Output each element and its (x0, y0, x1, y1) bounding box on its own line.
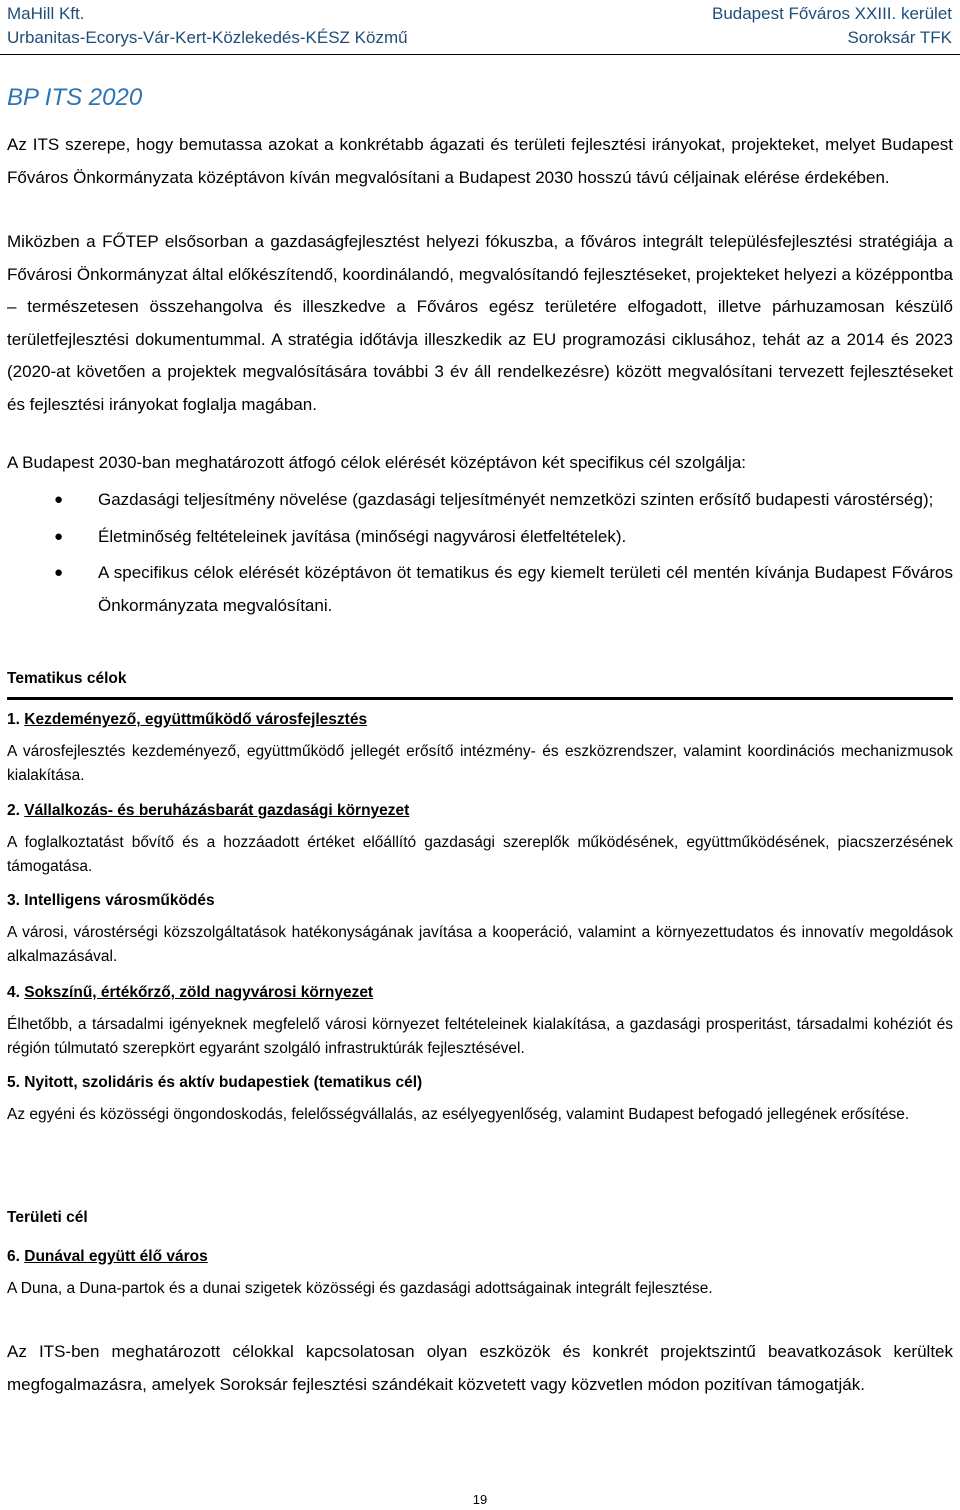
goal-6-text: A Duna, a Duna-partok és a dunai szigetek közösségi és gazdasági adottságainak integrált fejlesztése. (7, 1280, 713, 1297)
header-partners: Urbanitas-Ecorys-Vár-Kert-Közlekedés-KÉSZ Közmű (7, 28, 408, 47)
list-item: ● Gazdasági teljesítmény növelése (gazdasági teljesítményét nemzetközi szinten erősítő budapesti várostérség); (0, 484, 953, 517)
bullet-icon: ● (54, 527, 64, 545)
intro-paragraph-1: Az ITS szerepe, hogy bemutassa azokat a konkrétabb ágazati és területi fejlesztési irányokat, projekteket, melyet Budapest Főváros Önkormányzata középtávon kíván megvalósítani a Budapest 2030 hosszú távú céljainak elérése érdekében. (7, 135, 953, 187)
goal-1-title: 1. Kezdeményező, együttműködő városfejlesztés (7, 711, 368, 728)
list-item: ● A specifikus célok elérését középtávon öt tematikus és egy kiemelt területi cél mentén kívánja Budapest Főváros Önkormányzata megvalósítani. (0, 557, 953, 622)
page-header (0, 0, 960, 55)
goal-1-text: A városfejlesztés kezdeményező, együttműködő jellegét erősítő intézmény- és eszközrendszer, valamint koordinációs mechanizmusok kialakítása. (7, 743, 953, 784)
goal-2-title: 2. Vállalkozás- és beruházásbarát gazdasági környezet (7, 802, 410, 819)
goal-3-text: A városi, várostérségi közszolgáltatások hatékonyságának javítása a kooperáció, valamint a környezettudatos és innovatív megoldások alkalmazásával. (7, 924, 953, 965)
goal-6-title: 6. Dunával együtt élő város (7, 1248, 208, 1265)
bullet-icon: ● (54, 491, 64, 508)
goal-4-title: 4. Sokszínű, értékőrző, zöld nagyvárosi környezet (7, 984, 374, 1001)
bullet-icon: ● (54, 564, 64, 581)
goal-5-text: Az egyéni és közösségi öngondoskodás, felelősségvállalás, az esélyegyenlőség, valamint Budapest befogadó jellegének erősítése. (7, 1106, 910, 1123)
goal-5-title: 5. Nyitott, szolidáris és aktív budapestiek (tematikus cél) (7, 1074, 423, 1091)
goal-4-text: Élhetőbb, a társadalmi igényeknek megfelelő városi környezet feltételeinek kialakítása, a gazdasági prosperitást, társadalmi kohéziót és régión túlmutató szerepkört egyaránt szolgáló infrastruktúrák fejlesztésével. (7, 1016, 953, 1057)
list-item: ● Életminőség feltételeinek javítása (minőségi nagyvárosi életfeltételek). (0, 521, 953, 554)
header-company: MaHill Kft. (7, 4, 85, 23)
thematic-heading: Tematikus célok (7, 670, 127, 687)
section-title: BP ITS 2020 (7, 84, 143, 111)
header-town: Soroksár TFK (847, 28, 952, 47)
closing-paragraph: Az ITS-ben meghatározott célokkal kapcsolatosan olyan eszközök és konkrét projektszintű beavatkozások kerültek megfogalmazásra, amelyek Soroksár fejlesztési szándékait közvetett vagy közvetlen módon pozitívan támogatják. (7, 1342, 953, 1394)
intro-paragraph-2: Miközben a FŐTEP elsősorban a gazdaságfejlesztést helyezi fókuszba, a főváros integrált településfejlesztési stratégiája a Fővárosi Önkormányzat által előkészítendő, koordinálandó, megvalósítandó fejlesztéseket, projekteket helyezi a középpontba – természetesen összehangolva és illeszkedve a Főváros egész területére elfogadott, illetve párhuzamosan készülő területfejlesztési dokumentummal. A stratégia időtávja illeszkedik az EU programozási ciklusához, tehát az a 2014 és 2023 (2020-at követően a projektek megvalósítására további 3 év áll rendelkezésre) között megvalósítani tervezett fejlesztéseket és fejlesztési irányokat foglalja magában. (7, 232, 953, 414)
goal-3-title: 3. Intelligens városműködés (7, 892, 215, 909)
page-number: 19 (472, 1492, 488, 1507)
intro-paragraph-3: A Budapest 2030-ban meghatározott átfogó célok elérését középtávon két specifikus cél szolgálja: (7, 453, 747, 472)
goal-2-text: A foglalkoztatást bővítő és a hozzáadott értéket előállító gazdasági szereplők működésének, együttműködésének, piacszerzésének támogatása. (7, 834, 953, 875)
territorial-heading: Területi cél (7, 1209, 88, 1226)
heading-rule (7, 697, 953, 700)
header-district: Budapest Főváros XXIII. kerület (711, 4, 952, 23)
specific-goals-list (0, 484, 953, 626)
